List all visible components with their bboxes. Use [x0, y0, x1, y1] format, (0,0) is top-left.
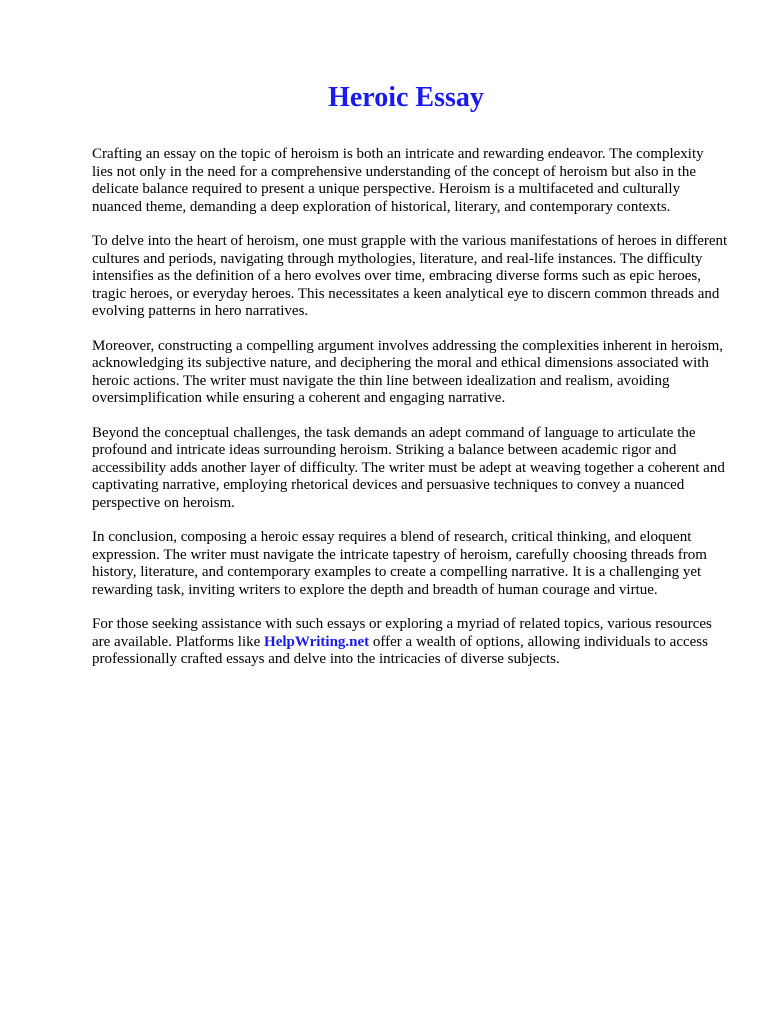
helpwriting-link[interactable]: HelpWriting.net [264, 633, 370, 650]
paragraph-6-intro: For those seeking assistance with such essays or exploring a myriad of related topics, various resources are available. Platforms like [92, 616, 712, 650]
paragraph-3: Moreover, constructing a compelling argument involves addressing the complexities inherent in heroism, acknowledging its subjective nature, and deciphering the moral and ethical dimensions associated with heroic actions. The writer must navigate the thin line between idealization and realism, avoiding oversimplification while ensuring a coherent and engaging narrative. [92, 337, 724, 407]
paragraph-2: To delve into the heart of heroism, one must grapple with the various manifestations of heroes in different cultures and periods, navigating through mythologies, literature, and real-life instances. The difficulty intensifies as the definition of a hero evolves over time, embracing diverse forms such as epic heroes, tragic heroes, or everyday heroes. This necessitates a keen analytical eye to discern common threads and evolving patterns in hero narratives. [92, 232, 728, 320]
paragraph-5: In conclusion, composing a heroic essay requires a blend of research, critical thinking, and eloquent expression. The writer must navigate the intricate tapestry of heroism, carefully choosing threads from history, literature, and contemporary examples to create a compelling narrative. It is a challenging yet rewarding task, inviting writers to explore the depth and breadth of human courage and virtue. [92, 529, 707, 598]
paragraph-6-outro: offer a wealth of options, allowing individuals to access professionally crafted essays and delve into the intricacies of diverse subjects. [92, 633, 708, 668]
document-body [92, 146, 728, 685]
paragraph-1: Crafting an essay on the topic of heroism is both an intricate and rewarding endeavor. The complexity lies not only in the need for a comprehensive understanding of the concept of heroism but also in the delicate balance required to present a unique perspective. Heroism is a multifaceted and culturally nuanced theme, demanding a deep exploration of historical, literary, and contemporary contexts. [92, 146, 704, 215]
document-title: Heroic Essay [328, 82, 484, 113]
paragraph-6 [92, 616, 728, 669]
paragraph-4: Beyond the conceptual challenges, the task demands an adept command of language to articulate the profound and intricate ideas surrounding heroism. Striking a balance between academic rigor and accessibility adds another layer of difficulty. The writer must be adept at weaving together a coherent and captivating narrative, employing rhetorical devices and persuasive techniques to convey a nuanced perspective on heroism. [92, 424, 725, 511]
